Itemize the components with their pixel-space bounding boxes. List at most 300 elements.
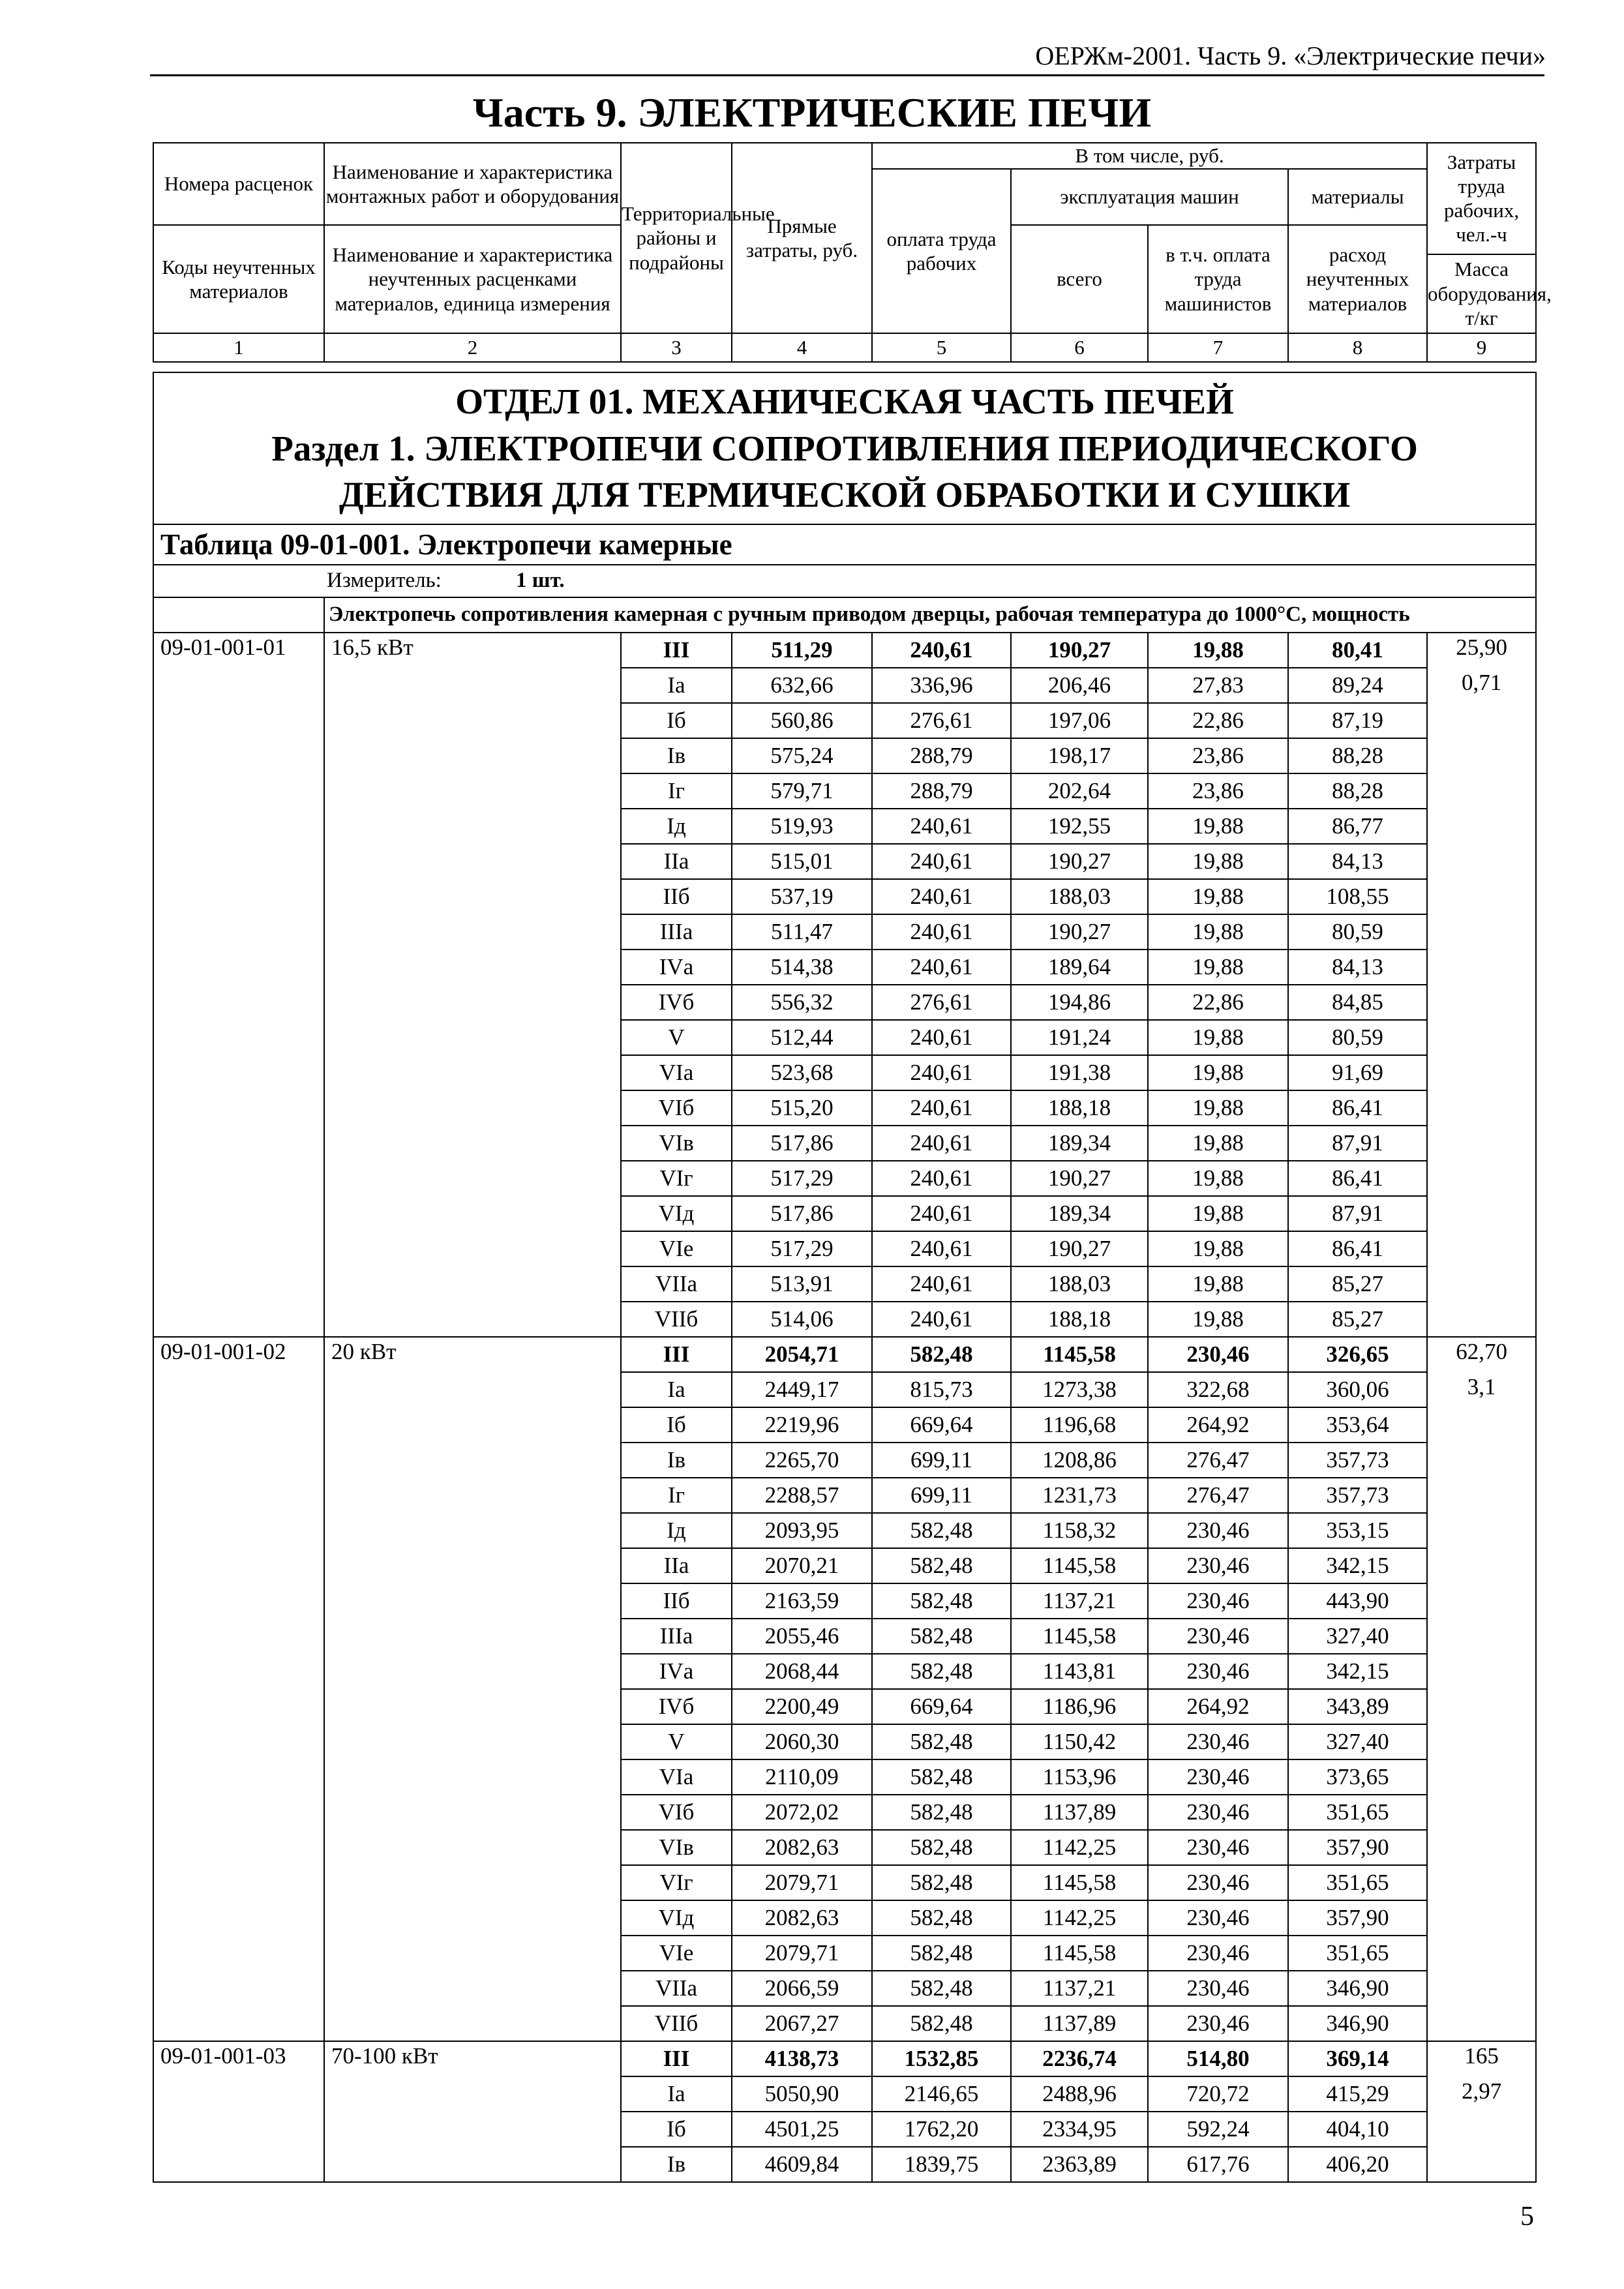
machines-total-cell: 1143,81 <box>1011 1654 1148 1689</box>
machines-total-cell: 190,27 <box>1011 914 1148 950</box>
materials-cell: 346,90 <box>1288 2006 1427 2041</box>
labor-value: 62,70 <box>1456 1338 1507 1364</box>
meter-row <box>153 565 1536 597</box>
materials-cell: 443,90 <box>1288 1583 1427 1619</box>
machines-total-cell: 1145,58 <box>1011 1619 1148 1654</box>
worker-wages-cell: 240,61 <box>872 1090 1011 1126</box>
materials-cell: 87,19 <box>1288 703 1427 738</box>
labor-value: 25,90 <box>1456 634 1507 660</box>
materials-cell: 108,55 <box>1288 879 1427 914</box>
direct-cost-cell: 515,01 <box>732 844 872 879</box>
direct-cost-cell: 2110,09 <box>732 1759 872 1795</box>
machines-total-cell: 2363,89 <box>1011 2147 1148 2182</box>
direct-cost-cell: 517,29 <box>732 1231 872 1266</box>
direct-cost-cell: 2079,71 <box>732 1865 872 1900</box>
machines-total-cell: 197,06 <box>1011 703 1148 738</box>
mass-value: 2,97 <box>1461 2078 1502 2104</box>
machinist-wages-cell: 264,92 <box>1148 1689 1288 1724</box>
machinist-wages-cell: 322,68 <box>1148 1372 1288 1407</box>
column-number: 1 <box>153 333 324 362</box>
district-cell: VIг <box>621 1865 732 1900</box>
worker-wages-cell: 276,61 <box>872 985 1011 1020</box>
machinist-wages-cell: 230,46 <box>1148 1654 1288 1689</box>
direct-cost-cell: 4501,25 <box>732 2112 872 2147</box>
machines-total-cell: 1231,73 <box>1011 1478 1148 1513</box>
district-cell: Iа <box>621 2076 732 2112</box>
materials-cell: 357,73 <box>1288 1443 1427 1478</box>
column-number: 7 <box>1148 333 1288 362</box>
district-cell: VIд <box>621 1900 732 1936</box>
worker-wages-cell: 240,61 <box>872 1231 1011 1266</box>
district-cell: III <box>621 633 732 668</box>
direct-cost-cell: 514,06 <box>732 1302 872 1337</box>
materials-cell: 86,77 <box>1288 809 1427 844</box>
direct-cost-cell: 2055,46 <box>732 1619 872 1654</box>
materials-cell: 357,90 <box>1288 1900 1427 1936</box>
machinist-wages-cell: 19,88 <box>1148 914 1288 950</box>
machines-total-cell: 1137,89 <box>1011 1795 1148 1830</box>
machinist-wages-cell: 230,46 <box>1148 1795 1288 1830</box>
worker-wages-cell: 582,48 <box>872 1900 1011 1936</box>
materials-cell: 404,10 <box>1288 2112 1427 2147</box>
column-number: 4 <box>732 333 872 362</box>
machines-total-cell: 190,27 <box>1011 1231 1148 1266</box>
district-cell: IVб <box>621 985 732 1020</box>
rate-name: 20 кВт <box>324 1337 621 2041</box>
machinist-wages-cell: 230,46 <box>1148 1548 1288 1583</box>
header-worker-wages: оплата труда рабочих <box>872 169 1011 333</box>
direct-cost-cell: 519,93 <box>732 809 872 844</box>
district-cell: VIе <box>621 1231 732 1266</box>
machines-total-cell: 1145,58 <box>1011 1865 1148 1900</box>
header-direct-costs: Прямые затраты, руб. <box>732 143 872 333</box>
district-cell: Iб <box>621 1407 732 1443</box>
district-cell: Iа <box>621 668 732 703</box>
district-cell: IIб <box>621 1583 732 1619</box>
materials-cell: 80,59 <box>1288 1020 1427 1055</box>
district-cell: VIIб <box>621 1302 732 1337</box>
district-cell: V <box>621 1724 732 1759</box>
direct-cost-cell: 514,38 <box>732 950 872 985</box>
machines-total-cell: 2488,96 <box>1011 2076 1148 2112</box>
worker-wages-cell: 669,64 <box>872 1407 1011 1443</box>
direct-cost-cell: 575,24 <box>732 738 872 773</box>
column-number: 5 <box>872 333 1011 362</box>
materials-cell: 351,65 <box>1288 1795 1427 1830</box>
worker-wages-cell: 240,61 <box>872 914 1011 950</box>
worker-wages-cell: 1762,20 <box>872 2112 1011 2147</box>
district-cell: VIв <box>621 1126 732 1161</box>
header-materials: материалы <box>1288 169 1427 225</box>
item-description: Электропечь сопротивления камерная с ручным приводом дверцы, рабочая температура до 1000°С, мощность <box>324 597 1536 633</box>
header-unaccounted-codes: Коды неучтенных материалов <box>153 225 324 333</box>
machinist-wages-cell: 230,46 <box>1148 1971 1288 2006</box>
worker-wages-cell: 582,48 <box>872 1654 1011 1689</box>
machines-total-cell: 1186,96 <box>1011 1689 1148 1724</box>
materials-cell: 357,90 <box>1288 1830 1427 1865</box>
district-cell: IIа <box>621 844 732 879</box>
mass-value: 3,1 <box>1467 1373 1496 1399</box>
column-number: 9 <box>1427 333 1536 362</box>
district-cell: VIв <box>621 1830 732 1865</box>
worker-wages-cell: 582,48 <box>872 2006 1011 2041</box>
worker-wages-cell: 240,61 <box>872 950 1011 985</box>
machines-total-cell: 206,46 <box>1011 668 1148 703</box>
machines-total-cell: 2334,95 <box>1011 2112 1148 2147</box>
worker-wages-cell: 240,61 <box>872 879 1011 914</box>
labor-mass-cell <box>1427 633 1536 1337</box>
labor-mass-cell <box>1427 1337 1536 2041</box>
worker-wages-cell: 288,79 <box>872 773 1011 809</box>
materials-cell: 353,15 <box>1288 1513 1427 1548</box>
machines-total-cell: 1145,58 <box>1011 1936 1148 1971</box>
machinist-wages-cell: 23,86 <box>1148 738 1288 773</box>
district-cell: VIг <box>621 1161 732 1196</box>
column-header-table <box>153 142 1552 363</box>
machinist-wages-cell: 19,88 <box>1148 1231 1288 1266</box>
machinist-wages-cell: 22,86 <box>1148 985 1288 1020</box>
machines-total-cell: 1142,25 <box>1011 1830 1148 1865</box>
rate-code: 09-01-001-02 <box>153 1337 324 2041</box>
worker-wages-cell: 240,61 <box>872 1161 1011 1196</box>
district-cell: Iб <box>621 703 732 738</box>
district-cell: III <box>621 2041 732 2076</box>
direct-cost-cell: 517,29 <box>732 1161 872 1196</box>
district-cell: VIIа <box>621 1971 732 2006</box>
materials-cell: 369,14 <box>1288 2041 1427 2076</box>
materials-cell: 373,65 <box>1288 1759 1427 1795</box>
direct-cost-cell: 512,44 <box>732 1020 872 1055</box>
machines-total-cell: 188,03 <box>1011 1266 1148 1302</box>
materials-cell: 346,90 <box>1288 1971 1427 2006</box>
materials-cell: 342,15 <box>1288 1654 1427 1689</box>
description-spacer <box>153 597 324 633</box>
worker-wages-cell: 240,61 <box>872 1266 1011 1302</box>
machines-total-cell: 1145,58 <box>1011 1337 1148 1372</box>
header-unaccounted-name: Наименование и характеристика неучтенных расценками материалов, единица измерения <box>324 225 621 333</box>
materials-cell: 327,40 <box>1288 1619 1427 1654</box>
machines-total-cell: 191,24 <box>1011 1020 1148 1055</box>
razdel-title-line1: Раздел 1. ЭЛЕКТРОПЕЧИ СОПРОТИВЛЕНИЯ ПЕРИОДИЧЕСКОГО <box>271 428 1418 468</box>
materials-cell: 85,27 <box>1288 1302 1427 1337</box>
machines-total-cell: 202,64 <box>1011 773 1148 809</box>
materials-cell: 88,28 <box>1288 738 1427 773</box>
machines-total-cell: 189,34 <box>1011 1126 1148 1161</box>
worker-wages-cell: 2146,65 <box>872 2076 1011 2112</box>
mass-value: 0,71 <box>1461 669 1502 695</box>
section-heading <box>153 372 1536 524</box>
header-machinist-wages: в т.ч. оплата труда машинистов <box>1148 225 1288 333</box>
labor-mass-cell <box>1427 2041 1536 2182</box>
machines-total-cell: 1196,68 <box>1011 1407 1148 1443</box>
direct-cost-cell: 2066,59 <box>732 1971 872 2006</box>
district-cell: Iв <box>621 2147 732 2182</box>
worker-wages-cell: 240,61 <box>872 1302 1011 1337</box>
district-cell: VIд <box>621 1196 732 1231</box>
worker-wages-cell: 582,48 <box>872 1513 1011 1548</box>
district-cell: IIа <box>621 1548 732 1583</box>
worker-wages-cell: 582,48 <box>872 1724 1011 1759</box>
column-number: 3 <box>621 333 732 362</box>
district-cell: IVа <box>621 950 732 985</box>
worker-wages-cell: 582,48 <box>872 1337 1011 1372</box>
direct-cost-cell: 632,66 <box>732 668 872 703</box>
direct-cost-cell: 5050,90 <box>732 2076 872 2112</box>
direct-cost-cell: 2200,49 <box>732 1689 872 1724</box>
worker-wages-cell: 336,96 <box>872 668 1011 703</box>
materials-cell: 342,15 <box>1288 1548 1427 1583</box>
materials-cell: 360,06 <box>1288 1372 1427 1407</box>
machinist-wages-cell: 19,88 <box>1148 1090 1288 1126</box>
materials-cell: 353,64 <box>1288 1407 1427 1443</box>
worker-wages-cell: 240,61 <box>872 1055 1011 1090</box>
machinist-wages-cell: 592,24 <box>1148 2112 1288 2147</box>
table-title: Таблица 09-01-001. Электропечи камерные <box>153 524 1536 565</box>
labor-value: 165 <box>1464 2042 1499 2069</box>
machines-total-cell: 1137,21 <box>1011 1583 1148 1619</box>
machinist-wages-cell: 19,88 <box>1148 1266 1288 1302</box>
direct-cost-cell: 2265,70 <box>732 1443 872 1478</box>
materials-cell: 343,89 <box>1288 1689 1427 1724</box>
direct-cost-cell: 2093,95 <box>732 1513 872 1548</box>
direct-cost-cell: 2082,63 <box>732 1900 872 1936</box>
district-cell: V <box>621 1020 732 1055</box>
worker-wages-cell: 582,48 <box>872 1619 1011 1654</box>
header-rate-numbers: Номера расценок <box>153 143 324 225</box>
machines-total-cell: 1150,42 <box>1011 1724 1148 1759</box>
worker-wages-cell: 582,48 <box>872 1583 1011 1619</box>
page-number: 5 <box>1520 2202 1534 2232</box>
machines-total-cell: 1142,25 <box>1011 1900 1148 1936</box>
header-unaccounted-materials: расход неучтенных материалов <box>1288 225 1427 333</box>
direct-cost-cell: 537,19 <box>732 879 872 914</box>
materials-cell: 84,13 <box>1288 844 1427 879</box>
direct-cost-cell: 2054,71 <box>732 1337 872 1372</box>
district-cell: Iв <box>621 1443 732 1478</box>
direct-cost-cell: 513,91 <box>732 1266 872 1302</box>
header-equipment-mass: Масса оборудования, т/кг <box>1427 254 1536 333</box>
district-cell: Iг <box>621 773 732 809</box>
machinist-wages-cell: 230,46 <box>1148 1759 1288 1795</box>
direct-cost-cell: 517,86 <box>732 1126 872 1161</box>
direct-cost-cell: 2219,96 <box>732 1407 872 1443</box>
materials-cell: 86,41 <box>1288 1090 1427 1126</box>
header-machines-total: всего <box>1011 225 1148 333</box>
rates-table <box>153 372 1537 2183</box>
header-rule <box>150 74 1544 76</box>
machines-total-cell: 192,55 <box>1011 809 1148 844</box>
materials-cell: 89,24 <box>1288 668 1427 703</box>
district-cell: IVб <box>621 1689 732 1724</box>
header-including: В том числе, руб. <box>872 143 1427 169</box>
worker-wages-cell: 582,48 <box>872 1830 1011 1865</box>
worker-wages-cell: 240,61 <box>872 633 1011 668</box>
materials-cell: 86,41 <box>1288 1161 1427 1196</box>
district-cell: VIIа <box>621 1266 732 1302</box>
direct-cost-cell: 2072,02 <box>732 1795 872 1830</box>
worker-wages-cell: 288,79 <box>872 738 1011 773</box>
materials-cell: 406,20 <box>1288 2147 1427 2182</box>
district-cell: Iб <box>621 2112 732 2147</box>
direct-cost-cell: 523,68 <box>732 1055 872 1090</box>
materials-cell: 415,29 <box>1288 2076 1427 2112</box>
materials-cell: 80,41 <box>1288 633 1427 668</box>
header-territorial-districts: Территориальные районы и подрайоны <box>621 143 732 333</box>
machines-total-cell: 188,18 <box>1011 1090 1148 1126</box>
district-cell: VIа <box>621 1759 732 1795</box>
district-cell: Iг <box>621 1478 732 1513</box>
worker-wages-cell: 240,61 <box>872 844 1011 879</box>
machinist-wages-cell: 19,88 <box>1148 1126 1288 1161</box>
direct-cost-cell: 4138,73 <box>732 2041 872 2076</box>
machinist-wages-cell: 19,88 <box>1148 633 1288 668</box>
worker-wages-cell: 669,64 <box>872 1689 1011 1724</box>
machines-total-cell: 189,34 <box>1011 1196 1148 1231</box>
machinist-wages-cell: 230,46 <box>1148 1337 1288 1372</box>
machinist-wages-cell: 19,88 <box>1148 950 1288 985</box>
machinist-wages-cell: 230,46 <box>1148 1900 1288 1936</box>
machinist-wages-cell: 19,88 <box>1148 1161 1288 1196</box>
worker-wages-cell: 582,48 <box>872 1865 1011 1900</box>
machinist-wages-cell: 230,46 <box>1148 1865 1288 1900</box>
header-machine-operation: эксплуатация машин <box>1011 169 1288 225</box>
direct-cost-cell: 2060,30 <box>732 1724 872 1759</box>
machinist-wages-cell: 230,46 <box>1148 1936 1288 1971</box>
machinist-wages-cell: 19,88 <box>1148 1302 1288 1337</box>
direct-cost-cell: 515,20 <box>732 1090 872 1126</box>
district-cell: IIIа <box>621 1619 732 1654</box>
machinist-wages-cell: 19,88 <box>1148 1196 1288 1231</box>
worker-wages-cell: 240,61 <box>872 1196 1011 1231</box>
direct-cost-cell: 2079,71 <box>732 1936 872 1971</box>
materials-cell: 87,91 <box>1288 1126 1427 1161</box>
materials-cell: 351,65 <box>1288 1936 1427 1971</box>
otdel-title: ОТДЕЛ 01. МЕХАНИЧЕСКАЯ ЧАСТЬ ПЕЧЕЙ <box>455 382 1234 421</box>
materials-cell: 85,27 <box>1288 1266 1427 1302</box>
rate-code: 09-01-001-01 <box>153 633 324 1337</box>
rate-name: 70-100 кВт <box>324 2041 621 2182</box>
machines-total-cell: 1145,58 <box>1011 1548 1148 1583</box>
machines-total-cell: 1153,96 <box>1011 1759 1148 1795</box>
machinist-wages-cell: 617,76 <box>1148 2147 1288 2182</box>
razdel-title-line2: ДЕЙСТВИЯ ДЛЯ ТЕРМИЧЕСКОЙ ОБРАБОТКИ И СУШКИ <box>338 475 1351 515</box>
column-number: 2 <box>324 333 621 362</box>
table-row <box>153 2041 1536 2076</box>
machinist-wages-cell: 230,46 <box>1148 1830 1288 1865</box>
header-labor-costs: Затраты труда рабочих, чел.-ч <box>1427 143 1536 254</box>
worker-wages-cell: 582,48 <box>872 1936 1011 1971</box>
machines-total-cell: 1158,32 <box>1011 1513 1148 1548</box>
district-cell: III <box>621 1337 732 1372</box>
worker-wages-cell: 699,11 <box>872 1478 1011 1513</box>
machinist-wages-cell: 514,80 <box>1148 2041 1288 2076</box>
worker-wages-cell: 240,61 <box>872 1020 1011 1055</box>
district-cell: VIб <box>621 1090 732 1126</box>
machinist-wages-cell: 19,88 <box>1148 844 1288 879</box>
direct-cost-cell: 560,86 <box>732 703 872 738</box>
direct-cost-cell: 2070,21 <box>732 1548 872 1583</box>
direct-cost-cell: 4609,84 <box>732 2147 872 2182</box>
worker-wages-cell: 699,11 <box>872 1443 1011 1478</box>
direct-cost-cell: 2082,63 <box>732 1830 872 1865</box>
district-cell: VIб <box>621 1795 732 1830</box>
materials-cell: 80,59 <box>1288 914 1427 950</box>
column-number: 6 <box>1011 333 1148 362</box>
worker-wages-cell: 1839,75 <box>872 2147 1011 2182</box>
machines-total-cell: 188,18 <box>1011 1302 1148 1337</box>
table-row <box>153 633 1536 668</box>
machinist-wages-cell: 19,88 <box>1148 1055 1288 1090</box>
machinist-wages-cell: 19,88 <box>1148 879 1288 914</box>
direct-cost-cell: 517,86 <box>732 1196 872 1231</box>
district-cell: IIIа <box>621 914 732 950</box>
machinist-wages-cell: 19,88 <box>1148 1020 1288 1055</box>
machines-total-cell: 189,64 <box>1011 950 1148 985</box>
district-cell: Iв <box>621 738 732 773</box>
materials-cell: 327,40 <box>1288 1724 1427 1759</box>
machines-total-cell: 1208,86 <box>1011 1443 1148 1478</box>
direct-cost-cell: 2068,44 <box>732 1654 872 1689</box>
machines-total-cell: 191,38 <box>1011 1055 1148 1090</box>
machinist-wages-cell: 230,46 <box>1148 1619 1288 1654</box>
machines-total-cell: 190,27 <box>1011 844 1148 879</box>
machines-total-cell: 194,86 <box>1011 985 1148 1020</box>
district-cell: Iа <box>621 1372 732 1407</box>
table-row <box>153 1337 1536 1372</box>
worker-wages-cell: 1532,85 <box>872 2041 1011 2076</box>
machinist-wages-cell: 264,92 <box>1148 1407 1288 1443</box>
machines-total-cell: 2236,74 <box>1011 2041 1148 2076</box>
materials-cell: 86,41 <box>1288 1231 1427 1266</box>
direct-cost-cell: 2163,59 <box>732 1583 872 1619</box>
meter-value: 1 шт. <box>516 569 565 592</box>
worker-wages-cell: 582,48 <box>872 1759 1011 1795</box>
rate-code: 09-01-001-03 <box>153 2041 324 2182</box>
machinist-wages-cell: 19,88 <box>1148 809 1288 844</box>
machinist-wages-cell: 276,47 <box>1148 1478 1288 1513</box>
district-cell: VIа <box>621 1055 732 1090</box>
materials-cell: 326,65 <box>1288 1337 1427 1372</box>
worker-wages-cell: 276,61 <box>872 703 1011 738</box>
direct-cost-cell: 511,47 <box>732 914 872 950</box>
materials-cell: 84,85 <box>1288 985 1427 1020</box>
district-cell: IVа <box>621 1654 732 1689</box>
direct-cost-cell: 511,29 <box>732 633 872 668</box>
machinist-wages-cell: 23,86 <box>1148 773 1288 809</box>
worker-wages-cell: 582,48 <box>872 1971 1011 2006</box>
machinist-wages-cell: 720,72 <box>1148 2076 1288 2112</box>
worker-wages-cell: 240,61 <box>872 1126 1011 1161</box>
materials-cell: 84,13 <box>1288 950 1427 985</box>
materials-cell: 91,69 <box>1288 1055 1427 1090</box>
materials-cell: 351,65 <box>1288 1865 1427 1900</box>
district-cell: VIе <box>621 1936 732 1971</box>
machines-total-cell: 188,03 <box>1011 879 1148 914</box>
district-cell: IIб <box>621 879 732 914</box>
worker-wages-cell: 582,48 <box>872 1548 1011 1583</box>
machinist-wages-cell: 230,46 <box>1148 1724 1288 1759</box>
materials-cell: 88,28 <box>1288 773 1427 809</box>
part-title: Часть 9. ЭЛЕКТРИЧЕСКИЕ ПЕЧИ <box>472 89 1152 136</box>
worker-wages-cell: 815,73 <box>872 1372 1011 1407</box>
meter-label: Измеритель: <box>327 569 442 592</box>
machinist-wages-cell: 22,86 <box>1148 703 1288 738</box>
worker-wages-cell: 582,48 <box>872 1795 1011 1830</box>
machines-total-cell: 190,27 <box>1011 1161 1148 1196</box>
materials-cell: 357,73 <box>1288 1478 1427 1513</box>
machinist-wages-cell: 230,46 <box>1148 2006 1288 2041</box>
machines-total-cell: 1137,21 <box>1011 1971 1148 2006</box>
